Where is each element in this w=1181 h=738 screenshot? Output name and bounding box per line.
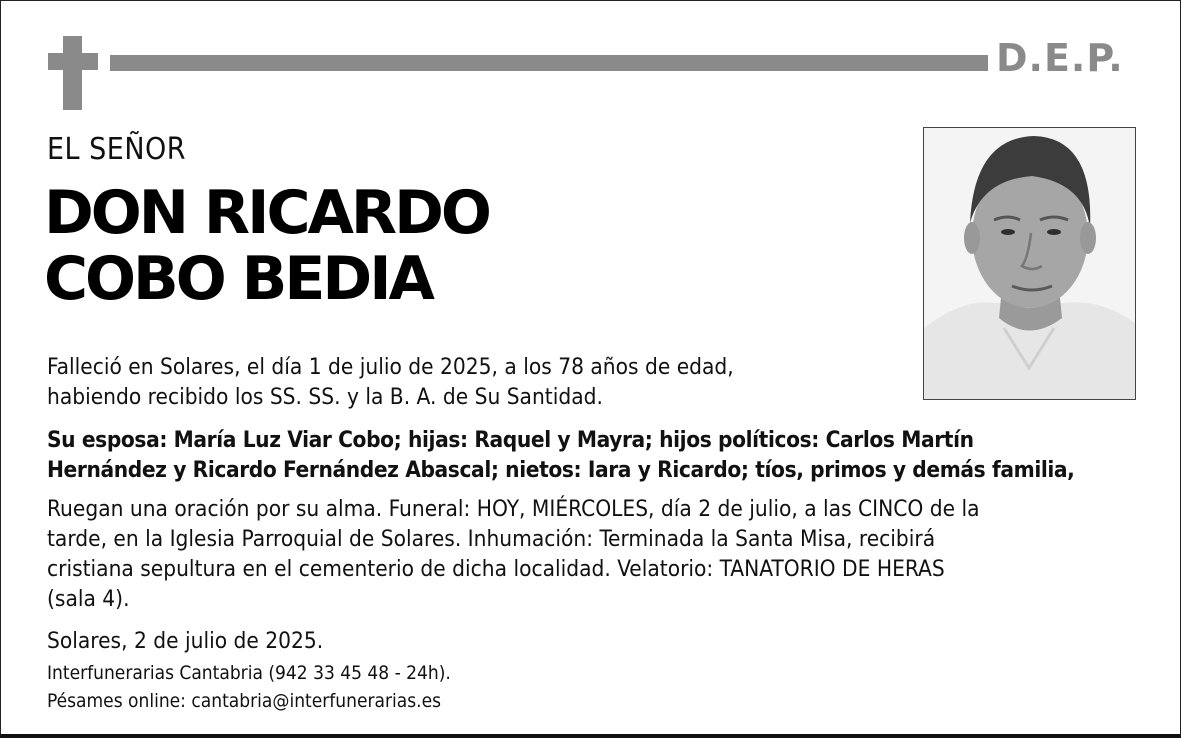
service-line-3: cristiana sepultura en el cementerio de dicha localidad. Velatorio: TANATORIO DE HERAS [47,556,945,582]
death-line-1: Falleció en Solares, el día 1 de julio de 2025, a los 78 años de edad, [47,354,734,380]
service-line-4: (sala 4). [47,586,130,612]
honorific: EL SEÑOR [47,132,187,167]
family-list [47,425,1127,485]
dep-mark: D.E.P. [996,36,1124,80]
death-details [47,352,1127,412]
family-line-1: Su esposa: María Luz Viar Cobo; hijas: Raquel y Mayra; hijos políticos: Carlos Martín [47,427,974,453]
family-line-2: Hernández y Ricardo Fernández Abascal; nietos: Iara y Ricardo; tíos, primos y demás familia, [47,457,1075,483]
date-place: Solares, 2 de julio de 2025. [47,628,324,654]
death-line-2: habiendo recibido los SS. SS. y la B. A. de Su Santidad. [47,384,603,410]
funeral-home: Interfunerarias Cantabria (942 33 45 48 - 24h). [47,662,451,684]
cross-icon [48,36,98,110]
service-line-2: tarde, en la Iglesia Parroquial de Solares. Inhumación: Terminada la Santa Misa, recibirá [47,526,936,552]
header-rule [110,55,988,71]
name-line-1: DON RICARDO [44,178,489,248]
service-details [47,494,1127,614]
name-line-2: COBO BEDIA [44,244,432,314]
condolences-contact: Pésames online: cantabria@interfunerarias.es [47,690,441,712]
service-line-1: Ruegan una oración por su alma. Funeral: HOY, MIÉRCOLES, día 2 de julio, a las CINCO de la [47,496,980,522]
deceased-name [44,180,489,312]
